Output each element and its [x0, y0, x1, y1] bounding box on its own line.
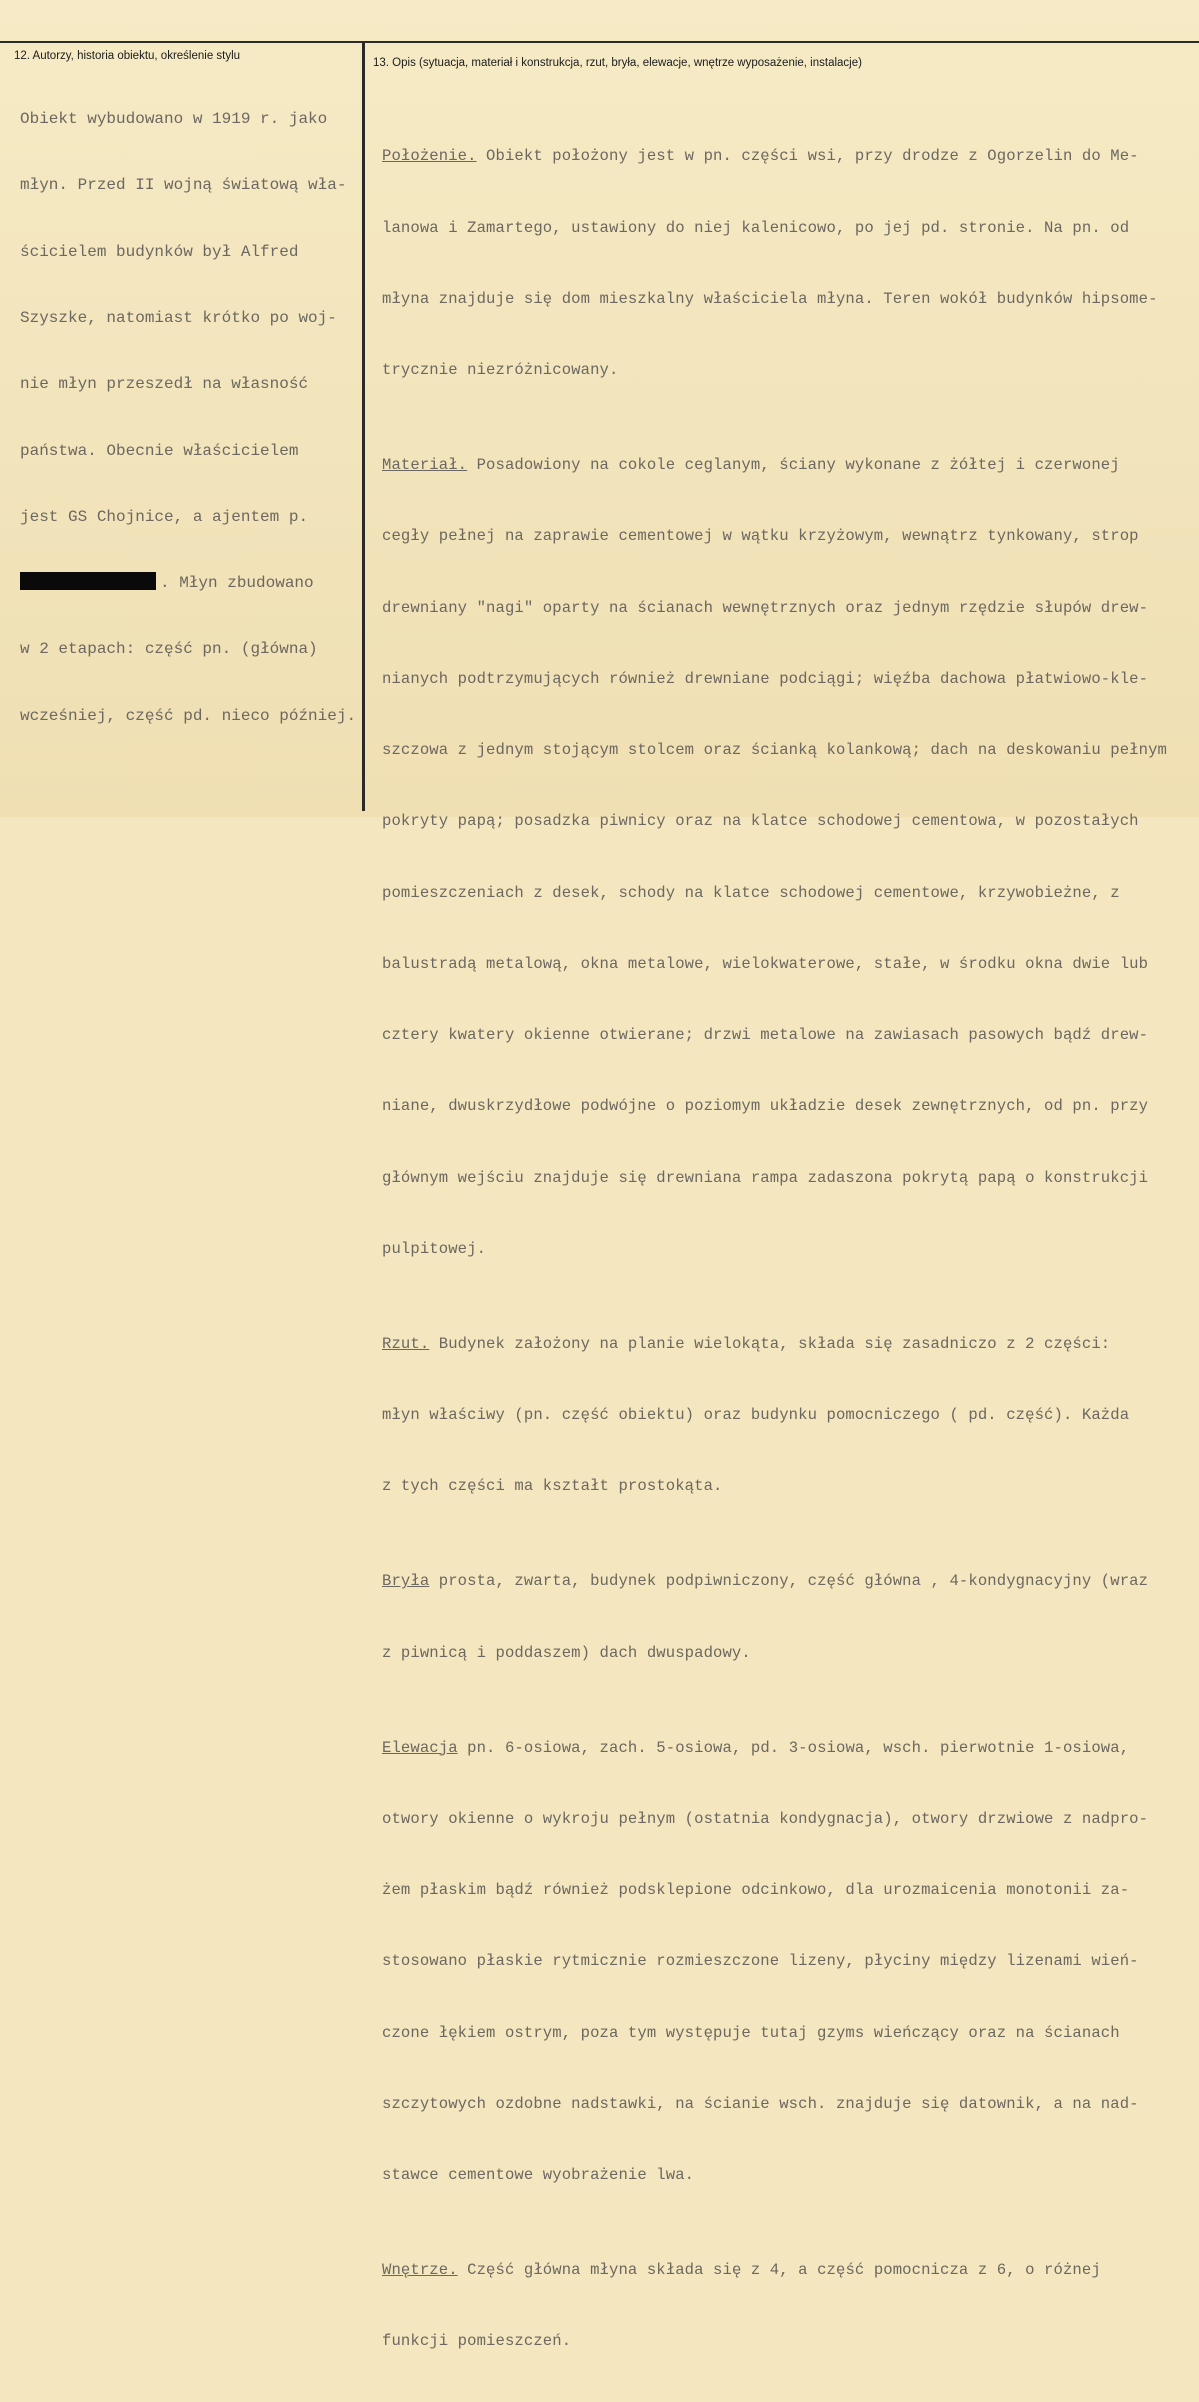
description-line	[382, 1333, 1167, 1357]
description-line-text: pn. 6-osiowa, zach. 5-osiowa, pd. 3-osiowa, wsch. pierwotnie 1-osiowa,	[457, 1738, 1130, 1757]
section-12-heading: 12. Autorzy, historia obiektu, określenie stylu	[14, 50, 241, 62]
history-line: ścicielem budynków był Alfred	[20, 242, 299, 261]
history-line: jest GS Chojnice, a ajentem p.	[20, 507, 309, 526]
description-line: pulpitowej.	[382, 1239, 487, 1258]
description-line: trycznie niezróżnicowany.	[382, 361, 619, 379]
top-rule	[0, 41, 1199, 43]
description-line: z piwnicą i poddaszem) dach dwuspadowy.	[382, 1643, 751, 1662]
paragraph-label-polozenie: Położenie.	[382, 147, 477, 166]
description-line: czone łękiem ostrym, poza tym występuje tutaj gzyms wieńczący oraz na ścianach	[382, 2023, 1120, 2042]
description-line: z tych części ma kształt prostokąta.	[382, 1477, 723, 1496]
description-line: otwory okienne o wykroju pełnym (ostatnia kondygnacja), otwory drzwiowe z nadpro-	[382, 1809, 1149, 1828]
history-line: Obiekt wybudowano w 1919 r. jako	[20, 110, 328, 129]
description-line: lanowa i Zamartego, ustawiony do niej kalenicowo, po jej pd. stronie. Na pn. od	[382, 218, 1130, 237]
description-line: szczytowych ozdobne nadstawki, na ścianie wsch. znajduje się datownik, a na nad-	[382, 2094, 1139, 2113]
description-line: młyna znajduje się dom mieszkalny właściciela młyna. Teren wokół budynków hipsome-	[382, 289, 1158, 308]
description-line: drewniany "nagi" oparty na ścianach wewnętrznych oraz jednym rzędzie słupów drew-	[382, 598, 1149, 617]
description-line: cztery kwatery okienne otwierane; drzwi metalowe na zawiasach pasowych bądź drew-	[382, 1026, 1149, 1044]
paragraph-label-bryla: Bryła	[382, 1572, 430, 1591]
description-line	[382, 1737, 1167, 1761]
description-line: szczowa z jednym stojącym stolcem oraz ścianką kolankową; dach na deskowaniu pełnym	[382, 741, 1167, 759]
description-line: niane, dwuskrzydłowe podwójne o poziomym układzie desek zewnętrznych, od pn. przy	[382, 1097, 1149, 1116]
description-line: żem płaskim bądź również podsklepione odcinkowo, dla urozmaicenia monotonii za-	[382, 1881, 1130, 1899]
description-line: funkcji pomieszczeń.	[382, 2332, 572, 2351]
section-13-heading: 13. Opis (sytuacja, materiał i konstrukcja, rzut, bryła, elewacje, wnętrze wyposażenie, instalacje)	[373, 57, 862, 69]
description-line-text: prosta, zwarta, budynek podpiwniczony, część główna , 4-kondygnacyjny (wraz	[429, 1572, 1149, 1591]
paragraph-label-elewacja: Elewacja	[382, 1738, 458, 1757]
column-divider	[362, 41, 365, 811]
description-line: nianych podtrzymujących również drewniane podciągi; więźba dachowa płatwiowo-kle-	[382, 669, 1149, 688]
paragraph-label-material: Materiał.	[382, 456, 468, 474]
history-line: wcześniej, część pd. nieco później.	[20, 706, 357, 725]
description-line	[382, 1570, 1167, 1594]
description-line: stawce cementowe wyobrażenie lwa.	[382, 2166, 695, 2184]
redaction-bar	[20, 572, 156, 590]
description-line	[382, 2259, 1167, 2283]
description-text	[382, 74, 1167, 2402]
description-line-text: Posadowiony na cokole ceglanym, ściany wykonane z żółtej i czerwonej	[467, 456, 1120, 474]
history-line: Szyszke, natomiast krótko po woj-	[20, 309, 337, 328]
description-line	[382, 145, 1167, 169]
history-line: państwa. Obecnie właścicielem	[20, 441, 299, 460]
paragraph-label-rzut: Rzut.	[382, 1334, 430, 1353]
description-line: stosowano płaskie rytmicznie rozmieszczone lizeny, płyciny między lizenami wień-	[382, 1952, 1139, 1971]
history-text	[20, 64, 356, 771]
description-line-text: Część główna młyna składa się z 4, a część pomocnicza z 6, o różnej	[457, 2261, 1101, 2279]
description-line-text: Obiekt położony jest w pn. części wsi, przy drodze z Ogorzelin do Me-	[476, 147, 1139, 166]
history-line-text: . Młyn zbudowano	[160, 574, 314, 593]
description-line: głównym wejściu znajduje się drewniana rampa zadaszona pokrytą papą o konstrukcji	[382, 1168, 1149, 1187]
description-line: pokryty papą; posadzka piwnicy oraz na klatce schodowej cementowa, w pozostałych	[382, 812, 1139, 831]
description-line: cegły pełnej na zaprawie cementowej w wątku krzyżowym, wewnątrz tynkowany, strop	[382, 527, 1139, 546]
description-line: młyn właściwy (pn. część obiektu) oraz budynku pomocniczego ( pd. część). Każda	[382, 1406, 1130, 1424]
paragraph-label-wnetrze: Wnętrze.	[382, 2261, 458, 2279]
description-line	[382, 454, 1167, 478]
history-line: nie młyn przeszedł na własność	[20, 375, 309, 394]
history-line: w 2 etapach: część pn. (główna)	[20, 640, 318, 659]
description-line: pomieszczeniach z desek, schody na klatce schodowej cementowe, krzywobieżne, z	[382, 883, 1120, 902]
description-line-text: Budynek założony na planie wieloką​ta, składa się zasadniczo z 2 części:	[429, 1334, 1111, 1353]
history-line	[20, 572, 356, 594]
history-line: młyn. Przed II wojną światową wła-	[20, 176, 347, 195]
description-line: balustradą metalową, okna metalowe, wielokwaterowe, stałe, w środku okna dwie lub	[382, 954, 1149, 973]
